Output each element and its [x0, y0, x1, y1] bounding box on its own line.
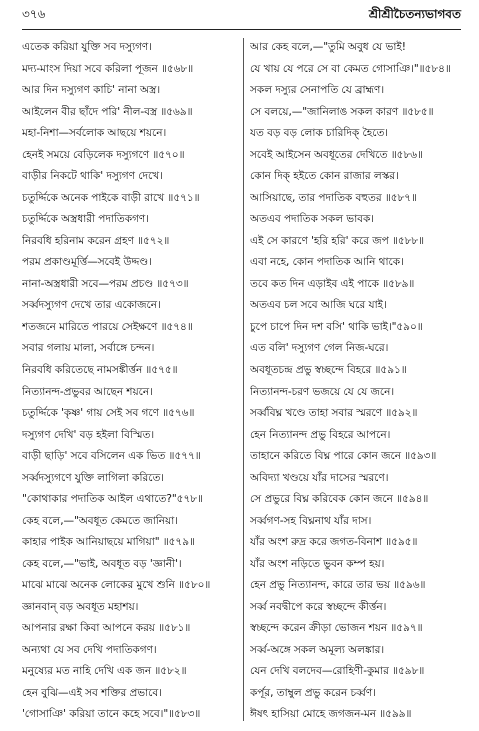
verse-line: নিত্যানন্দ-চরণ ভজয়ে যে যে জনে।: [250, 385, 395, 398]
verse-line: শতজনে মারিতে পারয়ে সেইক্ষণে ॥৫৭৪॥: [22, 320, 193, 333]
verse-line: যাঁর অংশ নড়িতে ভুবন কম্প হয়।: [250, 557, 385, 570]
verse-line: নিত্যানন্দ-প্রভুবর আছেন শয়নে।: [22, 385, 153, 398]
verse-line: যে খায় যে পরে সে বা কেমত গোসাঞি।"॥৫৮৪॥: [250, 62, 451, 75]
verse-line: 'গোসাঞি' করিয়া তানে কহে সবে।"॥৫৮৩॥: [22, 708, 201, 721]
verse-line: সর্ব্ব-অঙ্গে সকল অমূল্য অলঙ্কার।: [250, 643, 385, 656]
verse-line: আপনার রক্ষা কিবা আপনে করয় ॥৫৮১॥: [22, 622, 191, 635]
verse-line: আর দিন দস্যুগণ কাচি' নানা অস্ত্র।: [22, 84, 161, 97]
verse-line: সে প্রভুরে বিঘ্ন করিবেক কোন জনে ॥৫৯৪॥: [250, 493, 429, 506]
verse-line: হেন বুঝি—এই সব শক্তির প্রভাবে।: [22, 686, 162, 699]
verse-line: যেন দেখি বলদেব—রোহিণী-কুমার ॥৫৯৮॥: [250, 665, 425, 678]
verse-line: অন্যথা যে সব দেখি পদাতিকগণ।: [22, 643, 157, 656]
verse-line: অতএব চল সবে আজি ঘরে যাই।: [250, 299, 387, 312]
verse-line: "কোথাকার পদাতিক আইল এথাতে?"৫৭৮॥: [22, 493, 203, 506]
verse-line: মনুষ্যের মত নাহি দেখি এক জন ॥৫৮২॥: [22, 665, 187, 678]
verse-line: নিরবধি করিতেছে নামসঙ্কীর্ত্তন ॥৫৭৫॥: [22, 363, 178, 376]
verse-line: অবধূতচন্দ্র প্রভু স্বচ্ছন্দে বিহরে ॥৫৯১॥: [250, 363, 407, 376]
verse-line: আর কেহ বলে,—"তুমি অবুধ যে ভাই!: [250, 41, 406, 53]
verse-line: স্বচ্ছন্দে করেন ক্রীড়া ভোজন শয়ন ॥৫৯৭॥: [250, 622, 423, 635]
verse-line: মাঝে মাঝে অনেক লোকের মুখে শুনি ॥৫৮০॥: [22, 579, 211, 592]
verse-line: পরম প্রকাণ্ডমূর্ত্তি—সবেই উদ্দণ্ড।: [22, 256, 152, 269]
verse-line: সর্ব্বদস্যুগণ দেখে তার একোজনে।: [22, 299, 161, 312]
verse-line: সকল দস্যুর সেনাপতি যে ব্রাহ্মণ।: [250, 84, 385, 97]
verse-line: তবে কত দিন এড়াইব এই পাকে ॥৫৮৯॥: [250, 277, 415, 290]
verse-line: কেহ বলে,—"অবধূত কেমতে জানিয়া।: [22, 514, 178, 527]
verse-line: আসিয়াছে, তার পদাতিক বহুতর ॥৫৮৭॥: [250, 191, 417, 204]
verse-line: অতএব পদাতিক সকল ভাবক।: [250, 213, 374, 226]
verse-line: কেহ বলে,—"ভাই, অবধূত বড় 'জ্ঞানী'।: [22, 557, 182, 570]
verse-line: দস্যুগণ দেখি' বড় হইলা বিস্মিত।: [22, 428, 155, 441]
verse-line: বাড়ীর নিকটে থাকি' দস্যুগণ দেখে।: [22, 170, 163, 183]
verse-line: অবিদ্যা খণ্ডয়ে যাঁর দাসের স্মরণে।: [250, 471, 389, 484]
right-column: [244, 36, 465, 725]
verse-line: সর্ব্বগণ-সহ বিঘ্ননাথ যাঁর দাস।: [250, 514, 372, 527]
verse-line: এতেক করিয়া যুক্তি সব দস্যুগণ।: [22, 41, 152, 53]
verse-line: আইলেন বীর ছাঁদে পরি' নীল-বস্ত্র ॥৫৬৯॥: [22, 105, 193, 118]
page-header: [22, 6, 461, 30]
verse-line: নানা-অস্ত্রধারী সবে—পরম প্রচণ্ড ॥৫৭৩॥: [22, 277, 189, 290]
verse-line: হেন নিত্যানন্দ প্রভু বিহরে আপনে।: [250, 428, 391, 441]
verse-line: নিরবধি হরিনাম করেন গ্রহণ ॥৫৭২॥: [22, 234, 170, 247]
verse-line: কাহার পাইক আনিয়াছয়ে মাগিয়া" ॥৫৭৯॥: [22, 536, 195, 549]
text-columns: [22, 36, 465, 725]
verse-line: চতুর্দ্দিকে 'কৃষ্ণ' গায় সেই সব গণে ॥৫৭৬॥: [22, 407, 195, 420]
verse-line: চতুর্দ্দিকে অস্ত্রধারী পদাতিকগণ।: [22, 213, 149, 226]
verse-line: কোন দিক্ হইতে কোন রাজার লস্কর।: [250, 170, 399, 183]
verse-line: সে বলয়ে,—"জানিলাঙ সকল কারণ ॥৫৮৫॥: [250, 105, 434, 118]
verse-line: কর্পূর, তাম্বুল প্রভু করেন চর্ব্বণ।: [250, 686, 376, 699]
verse-line: যাঁর অংশ রুদ্র করে জগত-বিনাশ ॥৫৯৫॥: [250, 536, 418, 549]
left-column: [22, 36, 243, 725]
verse-line: চতুর্দ্দিকে অনেক পাইকে বাড়ী রাখে ॥৫৭১॥: [22, 191, 200, 204]
verse-line: সবেই আইসেন অবধূতের দেখিতে ॥৫৮৬॥: [250, 148, 423, 161]
verse-line: হেন প্রভু নিত্যানন্দ, কারে তার ভয় ॥৫৯৬॥: [250, 579, 426, 592]
verse-line: তাহানে করিতে বিঘ্ন পারে কোন জনে ॥৫৯৩॥: [250, 450, 437, 463]
verse-line: এত বলি' দস্যুগণ গেল নিজ-ঘরে।: [250, 342, 389, 355]
verse-line: জ্ঞানবান্ বড় অবধূত মহাশয়।: [22, 600, 139, 613]
verse-line: সর্ব্বদস্যুগণে যুক্তি লাগিলা করিতে।: [22, 471, 164, 484]
verse-line: এই সে কারণে 'হরি হরি' করে জপ ॥৫৮৮॥: [250, 234, 425, 247]
verse-line: সর্ব্ববিঘ্ন খণ্ডে তাহা সবার স্মরণে ॥৫৯২॥: [250, 407, 418, 420]
page-number: ৩৭৬: [22, 7, 46, 21]
verse-line: মদ্য-মাংস দিয়া সবে করিলা পূজন ॥৫৬৮॥: [22, 62, 194, 75]
verse-line: এবা নহে, কোন পদাতিক আনি থাকে।: [250, 256, 404, 269]
verse-line: মহা-নিশা—সর্বলোক আছয়ে শয়নে।: [22, 127, 167, 140]
verse-line: সবার গলায় মালা, সর্বাঙ্গে চন্দন।: [22, 342, 155, 355]
book-title: শ্রীশ্রীচৈতন্যভাগবত: [368, 7, 461, 21]
verse-line: হেনই সময়ে বেড়িলেক দস্যুগণে ॥৫৭০॥: [22, 148, 185, 161]
verse-line: ঈষৎ হাসিয়া মোহে জগজন-মন ॥৫৯৯॥: [250, 708, 412, 721]
verse-line: যত বড় বড় লোক চারিদিক্ হৈতে।: [250, 127, 388, 140]
verse-line: বাড়ী ছাড়ি' সবে বসিলেন এক ভিত ॥৫৭৭॥: [22, 450, 201, 463]
verse-line: চুপে চাপে দিন দশ বসি' থাকি ভাই।"৫৯০॥: [250, 320, 423, 333]
verse-line: সর্ব্ব নবদ্বীপে করে স্বচ্ছন্দে কীর্ত্তন।: [250, 600, 387, 613]
